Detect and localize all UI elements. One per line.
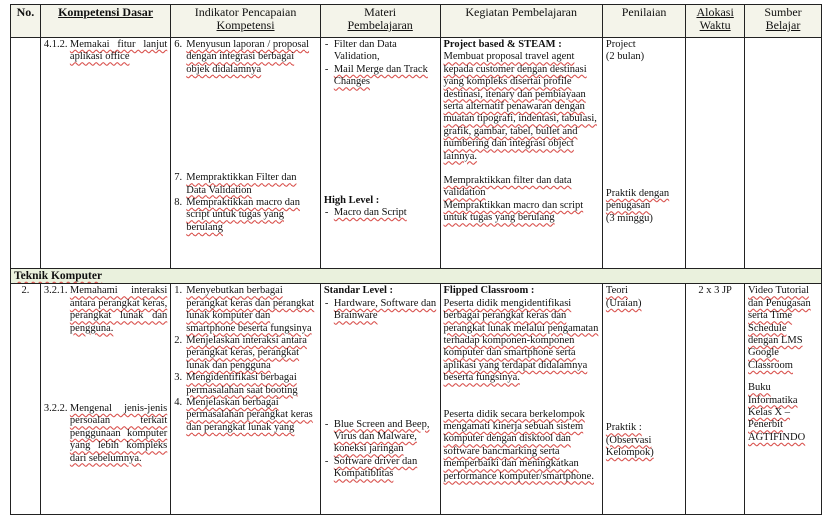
indikator-item: Mempraktikkan macro dan script untuk tugas yang berulang <box>186 197 300 233</box>
materi-item: - Software driver dan Kompatiblitas <box>334 456 437 481</box>
penilaian-item: (Uraian) <box>605 297 642 309</box>
cell-sumber <box>745 284 822 515</box>
sumber-item: Video Tutorial dan Penugasan serta Time Schedule dengan LMS Google Classroom <box>748 285 811 371</box>
cell-kegiatan <box>440 284 602 515</box>
kegiatan-text: Mempraktikkan filter dan data validation <box>443 175 572 199</box>
section-row <box>11 269 822 284</box>
materi-high-label: High Level : <box>323 194 380 206</box>
cell-kompetensi: 3.2.1. Memahami interaksi antara perangkat keras, perangkat lunak dan pengguna. 3.2.2. Mengenal jenis-jenis persoalan terkait penggunaan komputer yang lebih kompleks dari sebelumnya. <box>40 284 170 515</box>
cell-no <box>11 38 41 269</box>
cell-kegiatan <box>440 38 602 269</box>
table-row <box>11 38 822 269</box>
kd-text: Memakai fitur lanjut aplikasi office <box>69 39 168 63</box>
header-row <box>11 5 822 38</box>
penilaian-item: Praktik : <box>605 422 642 434</box>
sumber-item: Buku Informatika Kelas X – Penerbit AGTIFINDO <box>748 382 806 443</box>
kegiatan-title: Flipped Classroom : <box>443 285 535 297</box>
indikator-item: Mempraktikkan Filter dan Data Validation <box>186 172 297 196</box>
penilaian-item: Praktik dengan penugasan <box>605 187 670 212</box>
cell-alokasi <box>686 38 745 269</box>
penilaian-item: Project <box>605 39 636 50</box>
header-sumber: Sumber Belajar <box>745 5 822 38</box>
cell-materi <box>320 38 440 269</box>
cell-no: 2. <box>11 284 41 515</box>
penilaian-item: Teori <box>605 285 628 297</box>
kegiatan-text: Peserta didik mengidentifikasi berbagai perangkat keras dan perangkat lunak melalui pengamatan terhadap komponen-komponen komputer dan smartphone serta aplikasi yang terdapat didalamnya beserta fungsinya. <box>443 297 599 384</box>
indikator-item: Menjelaskan interaksi antara perangkat keras, perangkat lunak dan pengguna <box>186 335 307 371</box>
kegiatan-text: Membuat proposal travel agent kepada customer dengan destinasi yang kompleks disertai profile destinasi, itenary dan pembiayaan serta alternatif penawaran dengan muatan tipografi, indentasi, tabulasi, grafik, gambar, tabel, bullet and numbering dan integrasi object lainnya. <box>443 51 597 162</box>
header-kegiatan: Kegiatan Pembelajaran <box>440 5 602 38</box>
header-indikator: Indikator Pencapaian Kompetensi <box>171 5 321 38</box>
header-alokasi: Alokasi Waktu <box>686 5 745 38</box>
materi-item: - Macro dan Script <box>334 207 437 219</box>
kegiatan-text: Peserta didik secara berkelompok mengamati kinerja sebuah sistem komputer dengan disktool dan software bancmarking serta memperbaiki dan meningkatkan performance komputer/smartphone. <box>443 408 594 482</box>
header-penilaian: Penilaian <box>602 5 685 38</box>
cell-penilaian <box>602 284 685 515</box>
materi-item: - Mail Merge dan Track Changes <box>334 64 437 89</box>
cell-alokasi: 2 x 3 JP <box>686 284 745 515</box>
header-materi: Materi Pembelajaran <box>320 5 440 38</box>
header-no: No. <box>11 5 41 38</box>
header-kompetensi: Kompetensi Dasar <box>40 5 170 38</box>
penilaian-item: (2 bulan) <box>605 51 645 63</box>
kegiatan-text: Mempraktikkan macro dan script untuk tugas yang berulang <box>443 199 584 224</box>
table-row <box>11 284 822 515</box>
cell-sumber <box>745 38 822 269</box>
penilaian-item: (Observasi Kelompok) <box>605 434 654 459</box>
indikator-item: Menyebutkan berbagai perangkat keras dan perangkat lunak komputer dan smartphone beserta fungsinya <box>186 285 315 334</box>
materi-item: - Blue Screen and Beep, Virus dan Malware, koneksi jaringan <box>334 419 437 456</box>
materi-item: - Hardware, Software dan Brainware <box>334 298 437 323</box>
indikator-item: Menyusun laporan / proposal dengan integrasi berbagai objek didalamnya <box>186 39 310 75</box>
indikator-item: Menjelaskan berbagai permasalahan perangkat keras dan perangkat lunak yang <box>186 397 313 433</box>
penilaian-item: (3 minggu) <box>605 212 653 224</box>
cell-materi <box>320 284 440 515</box>
materi-item: - Filter dan Data Validation, <box>334 39 437 64</box>
cell-indikator: 1. Menyebutkan berbagai perangkat keras dan perangkat lunak komputer dan smartphone beserta fungsinya 2. Menjelaskan interaksi antara perangkat keras, perangkat lunak dan pengguna 3. Mengidentifikasi berbagai permasalahan saat booting 4. Menjelaskan berbagai permasalahan perangkat keras dan perangkat lunak yang <box>171 284 321 515</box>
cell-penilaian <box>602 38 685 269</box>
indikator-item: Mengidentifikasi berbagai permasalahan saat booting <box>186 372 298 396</box>
kd-text: Memahami interaksi antara perangkat keras, perangkat lunak dan pengguna. <box>69 285 168 334</box>
kegiatan-title: Project based & STEAM : <box>443 39 562 50</box>
section-title: Teknik Komputer <box>11 269 822 284</box>
kd-text: Mengenal jenis-jenis persoalan terkait penggunaan komputer yang lebih kompleks dari sebelumnya. <box>69 403 168 464</box>
cell-kompetensi <box>40 38 170 269</box>
cell-indikator: 6. Menyusun laporan / proposal dengan integrasi berbagai objek didalamnya 7. Mempraktikkan Filter dan Data Validation 8. Mempraktikkan macro dan script untuk tugas yang berulang <box>171 38 321 269</box>
kd-code: 4.1.2. <box>43 39 68 50</box>
rpp-table <box>10 4 822 515</box>
materi-label: Standar Level : <box>323 285 394 297</box>
